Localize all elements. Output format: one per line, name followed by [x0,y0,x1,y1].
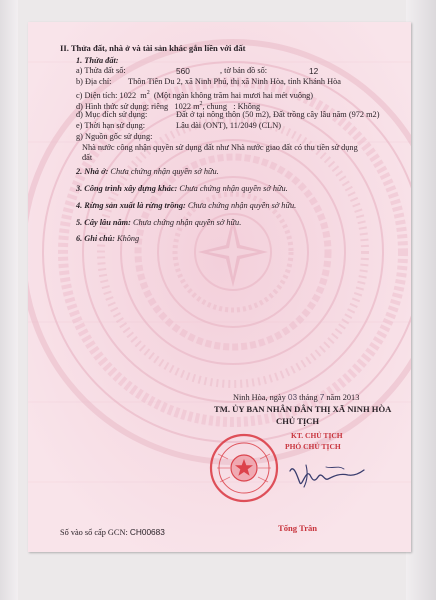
item-planted-forest-value: Chưa chứng nhận quyền sở hữu. [187,201,297,210]
item-perennial-trees-value: Chưa chứng nhận quyền sở hữu. [132,218,242,227]
usage-origin-value-line1: Nhà nước công nhận quyền sử dụng đất như Nhà nước giao đất có thu tiền sử dụng [82,143,358,152]
issue-date [233,392,359,403]
issue-month: 7 [319,392,325,402]
usage-form-shared-value: : Không [233,101,261,111]
official-seal-stamp [208,432,280,504]
area-text: c) Diện tích: 1022 [76,90,137,100]
item-other-construction-heading: 3. Công trình xây dựng khác: [76,184,178,193]
plot-number-label: a) Thửa đất số: [76,66,126,75]
address-value: Thôn Tiên Du 2, xã Ninh Phú, thị xã Ninh Hòa, tỉnh Khánh Hòa [128,77,341,86]
map-sheet-label: , tờ bản đồ số: [220,66,268,75]
item-planted-forest-heading: 4. Rừng sản xuất là rừng trồng: [76,201,186,210]
registry-value: CH00683 [129,527,165,537]
area-label: c) Diện tích: 1022 $m^2$ (Một ngàn không trăm hai mươi hai mét vuông) [76,90,314,100]
chairman-title: CHỦ TỊCH [276,416,320,426]
item-planted-forest [76,201,296,211]
map-sheet-value: 12 [309,66,319,76]
item-house [76,167,219,177]
registry-number [60,527,165,538]
item-perennial-trees-heading: 5. Cây lâu năm: [76,218,131,227]
usage-origin-label: g) Nguồn gốc sử dụng: [76,132,153,141]
address-label: b) Địa chỉ: [76,77,112,86]
item-other-construction [76,184,288,194]
item-house-value: Chưa chứng nhận quyền sở hữu. [110,167,219,176]
issuing-authority: TM. ỦY BAN NHÂN DÂN THỊ XÃ NINH HÒA [214,404,392,414]
usage-form-shared-label: , chung [202,101,227,111]
registry-label: Số vào sổ cấp GCN: [60,528,128,537]
issue-year: năm 2013 [326,393,360,402]
handwritten-signature [286,457,366,493]
item-notes-value: Không [117,234,140,243]
usage-term-label: e) Thời hạn sử dụng: [76,121,146,130]
area-in-words: (Một ngàn không trăm hai mươi hai mét vuông) [153,90,314,100]
deputy-stamp-line1: KT. CHỦ TỊCH [291,431,343,440]
issue-month-label: tháng [299,393,318,402]
usage-form-label: d) Hình thức sử dụng: riêng [76,101,169,111]
item-perennial-trees [76,218,241,228]
signer-name: Tống Trân [278,523,318,533]
usage-purpose-value: Đất ở tại nông thôn (50 m2), Đất trồng cây lâu năm (972 m2) [176,110,380,119]
deputy-stamp-line2: PHÓ CHỦ TỊCH [285,442,341,451]
item-notes [76,234,139,244]
issue-day: 03 [287,392,298,402]
usage-form-row: d) Hình thức sử dụng: riêng 1022 $m^2$, chung : Không [76,101,261,111]
scan-edge-left [0,0,18,600]
land-plot-heading: 1. Thửa đất: [76,56,119,65]
section-heading: II. Thửa đất, nhà ở và tài sản khác gắn liền với đất [60,43,246,53]
certificate-page [28,22,411,552]
item-house-heading: 2. Nhà ở: [76,167,109,176]
usage-purpose-label: đ) Mục đích sử dụng: [76,110,148,119]
area-unit: m [140,90,147,100]
plot-number-value: 560 [176,66,190,76]
usage-form-private-value: 1022 m [174,101,200,111]
item-other-construction-value: Chưa chứng nhận quyền sở hữu. [179,184,288,193]
issue-date-prefix: Ninh Hòa, ngày [233,393,286,402]
usage-term-value: Lâu dài (ONT), 11/2049 (CLN) [176,121,281,130]
certificate-content [28,22,411,552]
item-notes-heading: 6. Ghi chú: [76,234,115,243]
usage-origin-value-line2: đất [82,153,93,162]
